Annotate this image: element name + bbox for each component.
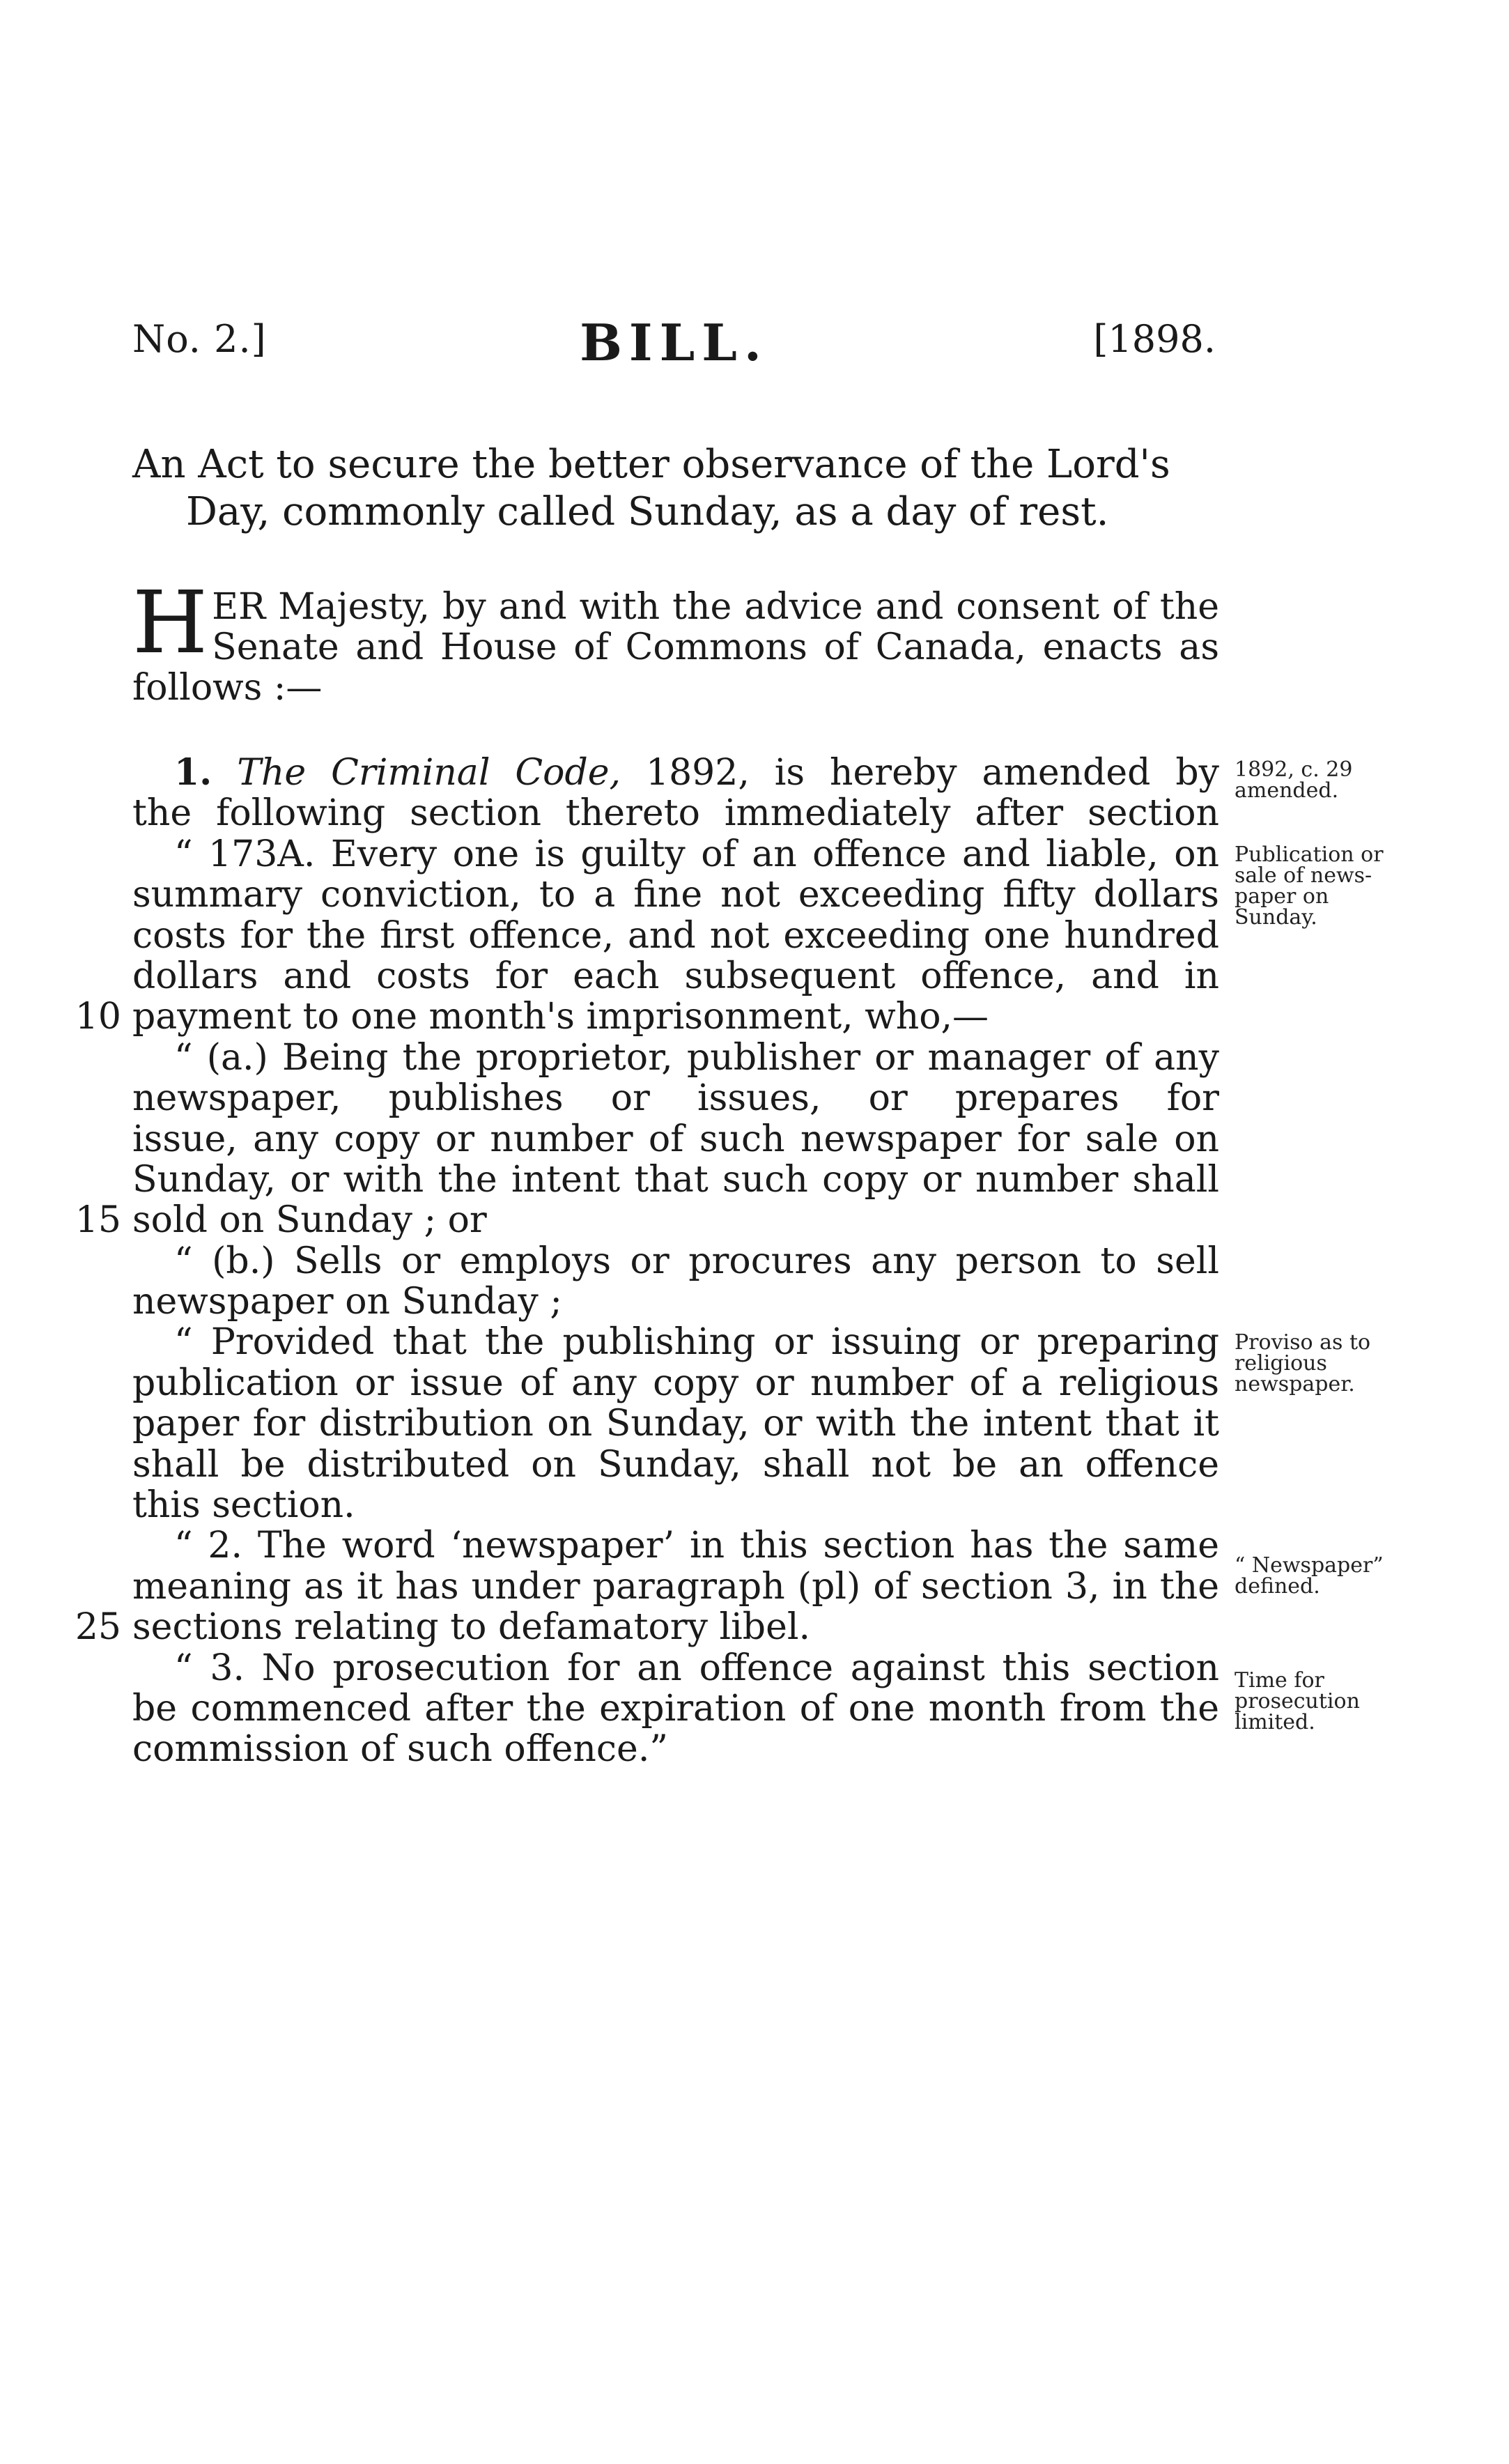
body-line-text: payment to one month's imprisonment, who,— — [132, 996, 989, 1038]
margin-note-time-limit — [1235, 1670, 1457, 1733]
enacting-clause — [132, 573, 1219, 709]
code-name: The Criminal Code, — [237, 753, 621, 794]
body-line: shall be distributed on Sunday, shall not be an offence — [132, 1444, 1219, 1486]
body-line: “ 2. The word ‘newspaper’ in this section has the same — [174, 1525, 1219, 1566]
margin-note-line: defined. — [1235, 1574, 1320, 1599]
margin-note-line: limited. — [1235, 1710, 1315, 1734]
bill-year: [1898. — [1093, 317, 1216, 361]
drop-cap: H — [132, 573, 208, 673]
body-line: “ (b.) Sells or employs or procures any person to sell — [174, 1240, 1219, 1282]
body-line-text: the following section thereto immediately after section — [132, 793, 1219, 834]
line-number: 25 — [75, 1606, 121, 1649]
margin-note-line: religious — [1235, 1351, 1327, 1376]
body-line: “ 3. No prosecution for an offence against this section — [174, 1647, 1219, 1688]
margin-note-line: Publication or — [1235, 842, 1384, 867]
margin-note-code-amended — [1235, 757, 1457, 803]
body-line: summary conviction, to a fine not exceeding fifty dollars — [132, 875, 1219, 916]
body-line: Sunday, or with the intent that such copy or number shall — [132, 1159, 1219, 1201]
margin-note-line: Time for — [1235, 1668, 1324, 1693]
enacting-line-1: ER Majesty, by and with the advice and consent of the — [212, 586, 1219, 628]
body-line: meaning as it has under paragraph (pl) of section 3, in the — [132, 1566, 1219, 1608]
body-line — [75, 1199, 1219, 1242]
margin-note-line: sale of news- — [1235, 863, 1372, 888]
body-line — [75, 996, 1219, 1038]
body-line: costs for the first offence, and not exceeding one hundred — [132, 915, 1219, 956]
margin-note-line: Proviso as to — [1235, 1330, 1371, 1355]
margin-note-line: prosecution — [1235, 1689, 1360, 1714]
body-line-text: paper for distribution on Sunday, or with the intent that it — [132, 1403, 1219, 1445]
bill-heading: BILL. — [580, 313, 768, 372]
body-line: issue, any copy or number of such newspaper for sale on — [132, 1118, 1219, 1160]
act-title — [132, 441, 1219, 536]
body-line: newspaper, publishes or issues, or prepares for — [132, 1078, 1219, 1119]
body-line — [75, 1606, 1219, 1649]
body-line: commission of such offence.” — [132, 1728, 668, 1771]
margin-note-religious-proviso — [1235, 1332, 1457, 1395]
body-line-text: sections relating to defamatory libel. — [132, 1606, 811, 1649]
line-number: 15 — [75, 1199, 121, 1242]
margin-note-line: Sunday. — [1235, 905, 1317, 930]
enacting-line-2: Senate and House of Commons of Canada, enacts as — [212, 626, 1219, 668]
act-title-line-2: Day, commonly called Sunday, as a day of rest. — [186, 489, 1109, 534]
bill-body — [75, 753, 1219, 1771]
body-line: “ 173A. Every one is guilty of an offence and liable, on — [174, 833, 1219, 875]
margin-note-line: 1892, c. 29 — [1235, 757, 1353, 782]
margin-note-line: paper on — [1235, 884, 1329, 909]
body-line — [132, 793, 1219, 833]
body-line: dollars and costs for each subsequent offence, and in — [132, 955, 1219, 997]
section-number: 1. — [174, 753, 212, 794]
body-line: this section. — [132, 1484, 355, 1527]
body-line: “ Provided that the publishing or issuing or preparing — [174, 1322, 1219, 1363]
act-title-line-1: An Act to secure the better observance of the Lord's — [132, 442, 1170, 487]
body-line: “ (a.) Being the proprietor, publisher or manager of any — [174, 1037, 1219, 1079]
body-line — [132, 1403, 1219, 1444]
body-line-text: 1892, is hereby amended by — [646, 753, 1219, 794]
body-line: newspaper on Sunday ; — [132, 1281, 562, 1323]
margin-note-line: amended. — [1235, 778, 1339, 803]
line-number: 10 — [75, 996, 121, 1038]
bill-header — [132, 313, 1216, 373]
margin-note-line: newspaper. — [1235, 1372, 1355, 1396]
body-line: publication or issue of any copy or number of a religious — [132, 1362, 1219, 1404]
body-line — [132, 753, 1219, 793]
margin-note-sunday-sale — [1235, 842, 1457, 930]
margin-note-newspaper-defined — [1235, 1555, 1457, 1597]
bill-number: No. 2.] — [132, 317, 267, 361]
margin-note-line: “ Newspaper” — [1235, 1553, 1384, 1578]
body-line: be commenced after the expiration of one month from the — [132, 1688, 1219, 1730]
enacting-line-3: follows :— — [132, 667, 323, 709]
body-line-text: sold on Sunday ; or — [132, 1199, 487, 1242]
